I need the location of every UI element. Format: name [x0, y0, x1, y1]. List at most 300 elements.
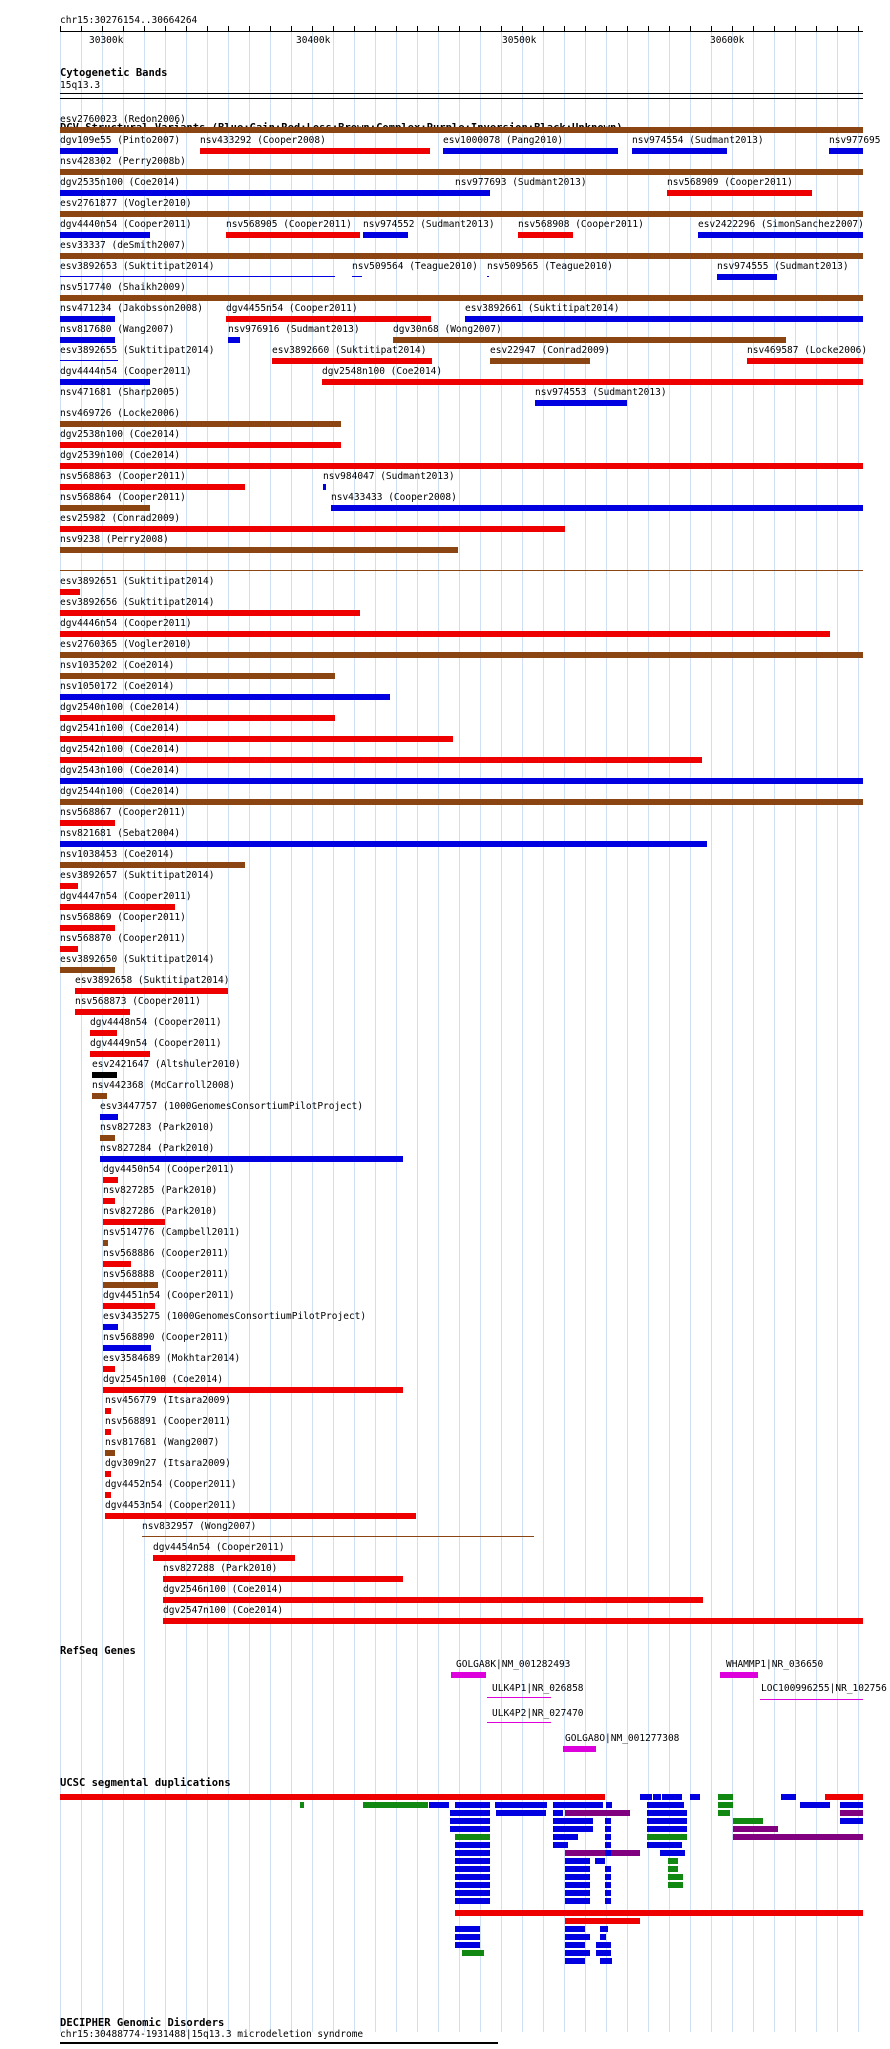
ruler-tick	[396, 26, 397, 31]
dgv-feature[interactable]	[103, 1345, 151, 1351]
dgv-item-label: nsv514776 (Campbell2011)	[103, 1227, 241, 1238]
segdup-feature[interactable]	[605, 1850, 611, 1856]
segdup-feature[interactable]	[596, 1950, 611, 1956]
dgv-feature[interactable]	[228, 337, 240, 343]
gene-feature[interactable]	[563, 1746, 596, 1752]
dgv-feature[interactable]	[272, 358, 432, 364]
gene-feature[interactable]	[487, 1722, 551, 1723]
dgv-feature[interactable]	[103, 1282, 158, 1288]
dgv-item-label: dgv4455n54 (Cooper2011)	[226, 303, 358, 314]
dgv-item-label: nsv471234 (Jakobsson2008)	[60, 303, 203, 314]
dgv-feature[interactable]	[60, 946, 78, 952]
gene-feature[interactable]	[720, 1672, 758, 1678]
segdup-feature[interactable]	[60, 1794, 605, 1800]
segdup-feature[interactable]	[429, 1802, 449, 1808]
dgv-item-label: nsv433292 (Cooper2008)	[200, 135, 326, 146]
ruler-tick	[60, 26, 61, 31]
ruler-tick	[837, 26, 838, 31]
dgv-feature[interactable]	[490, 358, 590, 364]
segdup-feature[interactable]	[450, 1818, 490, 1824]
dgv-item-label: nsv977693 (Sudmant2013)	[455, 177, 587, 188]
segdup-feature[interactable]	[668, 1882, 683, 1888]
segdup-feature[interactable]	[840, 1818, 863, 1824]
dgv-item-label: nsv974554 (Sudmant2013)	[632, 135, 764, 146]
segdup-feature[interactable]	[455, 1858, 490, 1864]
dgv-feature[interactable]	[60, 337, 115, 343]
segdup-feature[interactable]	[605, 1834, 611, 1840]
dgv-feature[interactable]	[60, 148, 118, 154]
segdup-feature[interactable]	[450, 1826, 490, 1832]
dgv-feature[interactable]	[60, 316, 115, 322]
dgv-feature[interactable]	[142, 1536, 534, 1537]
dgv-item-label: nsv9238 (Perry2008)	[60, 534, 169, 545]
dgv-feature[interactable]	[60, 211, 863, 217]
segdup-feature[interactable]	[455, 1942, 480, 1948]
segdup-feature[interactable]	[647, 1818, 687, 1824]
grid-line	[732, 32, 733, 2032]
dgv-feature[interactable]	[103, 1240, 108, 1246]
dgv-feature[interactable]	[105, 1408, 111, 1414]
segdup-feature[interactable]	[718, 1794, 733, 1800]
ruler-tick	[690, 26, 691, 31]
dgv-item-label: dgv109e55 (Pinto2007)	[60, 135, 181, 146]
segdup-feature[interactable]	[647, 1802, 684, 1808]
dgv-feature[interactable]	[103, 1219, 165, 1225]
dgv-item-label: dgv2535n100 (Coe2014)	[60, 177, 181, 188]
grid-line	[711, 32, 712, 2032]
segdup-feature[interactable]	[733, 1826, 778, 1832]
segdup-feature[interactable]	[840, 1810, 863, 1816]
segdup-feature[interactable]	[653, 1794, 661, 1800]
dgv-feature[interactable]	[60, 631, 830, 637]
dgv-feature[interactable]	[153, 1555, 295, 1561]
ruler-tick-label: 30500k	[502, 35, 537, 46]
ruler-tick	[501, 26, 502, 31]
dgv-feature[interactable]	[103, 1387, 403, 1393]
dgv-feature[interactable]	[60, 757, 702, 763]
segdup-feature[interactable]	[455, 1850, 490, 1856]
decipher-track-title: DECIPHER Genomic Disorders	[60, 2017, 225, 2029]
dgv-item-label: nsv433433 (Cooper2008)	[331, 492, 457, 503]
segdup-feature[interactable]	[690, 1794, 700, 1800]
dgv-feature[interactable]	[60, 589, 80, 595]
segdup-feature[interactable]	[605, 1818, 611, 1824]
dgv-feature[interactable]	[698, 232, 863, 238]
segdup-feature[interactable]	[800, 1802, 830, 1808]
dgv-item-label: esv3892655 (Suktitipat2014)	[60, 345, 215, 356]
segdup-feature[interactable]	[600, 1934, 606, 1940]
dgv-feature[interactable]	[60, 442, 341, 448]
dgv-item-label: nsv974555 (Sudmant2013)	[717, 261, 849, 272]
segdup-feature[interactable]	[596, 1942, 611, 1948]
dgv-item-label: nsv568869 (Cooper2011)	[60, 912, 186, 923]
dgv-feature[interactable]	[90, 1030, 117, 1036]
segdup-feature[interactable]	[606, 1802, 612, 1808]
segdup-feature[interactable]	[455, 1910, 863, 1916]
segdup-feature[interactable]	[300, 1802, 304, 1808]
dgv-feature[interactable]	[163, 1618, 863, 1624]
ruler-tick	[270, 26, 271, 31]
segdup-feature[interactable]	[647, 1842, 682, 1848]
dgv-feature[interactable]	[103, 1366, 115, 1372]
dgv-feature[interactable]	[829, 148, 863, 154]
dgv-item-label: dgv2542n100 (Coe2014)	[60, 744, 181, 755]
dgv-item-label: nsv568890 (Cooper2011)	[103, 1332, 229, 1343]
ruler-tick	[627, 26, 628, 31]
dgv-feature[interactable]	[60, 673, 335, 679]
segdup-feature[interactable]	[605, 1826, 611, 1832]
dgv-item-label: nsv827286 (Park2010)	[103, 1206, 218, 1217]
dgv-item-label: dgv4440n54 (Cooper2011)	[60, 219, 192, 230]
dgv-item-label: nsv568891 (Cooper2011)	[105, 1416, 231, 1427]
dgv-feature[interactable]	[60, 505, 150, 511]
ruler-tick	[585, 26, 586, 31]
dgv-feature[interactable]	[226, 232, 360, 238]
segdup-feature[interactable]	[363, 1802, 428, 1808]
segdup-feature[interactable]	[781, 1794, 796, 1800]
dgv-feature[interactable]	[103, 1198, 115, 1204]
dgv-item-label: nsv568908 (Cooper2011)	[518, 219, 644, 230]
grid-line	[186, 32, 187, 2032]
dgv-feature[interactable]	[632, 148, 727, 154]
dgv-feature[interactable]	[60, 360, 118, 361]
dgv-feature[interactable]	[465, 316, 863, 322]
segdup-feature[interactable]	[553, 1810, 563, 1816]
segdup-feature[interactable]	[605, 1842, 611, 1848]
dgv-feature[interactable]	[200, 148, 430, 154]
dgv-item-label: nsv974552 (Sudmant2013)	[363, 219, 495, 230]
dgv-item-label: dgv2544n100 (Coe2014)	[60, 786, 181, 797]
ruler-tick	[564, 26, 565, 31]
dgv-item-label: esv3584689 (Mokhtar2014)	[103, 1353, 241, 1364]
dgv-item-label: esv2421647 (Altshuler2010)	[92, 1059, 241, 1070]
dgv-item-label: dgv2539n100 (Coe2014)	[60, 450, 181, 461]
segdup-feature[interactable]	[455, 1890, 490, 1896]
segdup-feature[interactable]	[455, 1842, 490, 1848]
dgv-item-label: nsv827284 (Park2010)	[100, 1143, 215, 1154]
dgv-feature[interactable]	[226, 316, 431, 322]
ruler-tick	[753, 26, 754, 31]
dgv-feature[interactable]	[90, 1051, 150, 1057]
gene-feature[interactable]	[451, 1672, 486, 1678]
dgv-item-label: nsv568870 (Cooper2011)	[60, 933, 186, 944]
dgv-item-label: nsv568905 (Cooper2011)	[226, 219, 352, 230]
segdup-feature[interactable]	[455, 1874, 490, 1880]
segdup-feature[interactable]	[605, 1882, 611, 1888]
dgv-item-label: dgv2545n100 (Coe2014)	[103, 1374, 224, 1385]
dgv-feature[interactable]	[163, 1576, 403, 1582]
gene-feature[interactable]	[760, 1699, 863, 1700]
dgv-item-label: nsv817680 (Wang2007)	[60, 324, 175, 335]
ruler-tick-label: 30300k	[89, 35, 124, 46]
segdup-feature[interactable]	[553, 1842, 568, 1848]
dgv-feature[interactable]	[60, 778, 863, 784]
segdup-feature[interactable]	[496, 1810, 546, 1816]
dgv-feature[interactable]	[455, 190, 485, 196]
dgv-item-label: nsv827285 (Park2010)	[103, 1185, 218, 1196]
segdup-feature[interactable]	[662, 1794, 682, 1800]
dgv-item-label: nsv976916 (Sudmant2013)	[228, 324, 360, 335]
dgv-item-label: dgv4449n54 (Cooper2011)	[90, 1038, 222, 1049]
segdup-feature[interactable]	[455, 1834, 490, 1840]
dgv-feature[interactable]	[103, 1177, 118, 1183]
grid-line	[375, 32, 376, 2032]
dgv-feature[interactable]	[100, 1114, 118, 1120]
segdup-feature[interactable]	[455, 1934, 480, 1940]
dgv-feature[interactable]	[60, 190, 490, 196]
grid-line	[627, 32, 628, 2032]
segdup-feature[interactable]	[565, 1958, 585, 1964]
segdup-feature[interactable]	[553, 1826, 593, 1832]
dgv-feature[interactable]	[103, 1303, 155, 1309]
segdup-feature[interactable]	[600, 1958, 612, 1964]
segdup-feature[interactable]	[605, 1898, 611, 1904]
dgv-feature[interactable]	[60, 484, 245, 490]
dgv-item-label: esv3435275 (1000GenomesConsortiumPilotProject)	[103, 1311, 367, 1322]
dgv-feature[interactable]	[75, 988, 228, 994]
dgv-item-label: dgv2547n100 (Coe2014)	[163, 1605, 284, 1616]
dgv-feature[interactable]	[363, 232, 408, 238]
dgv-feature[interactable]	[60, 232, 150, 238]
segdup-feature[interactable]	[825, 1794, 863, 1800]
segdup-feature[interactable]	[718, 1810, 730, 1816]
ruler-tick	[795, 26, 796, 31]
dgv-feature[interactable]	[60, 820, 115, 826]
segdup-feature[interactable]	[595, 1858, 605, 1864]
segdup-feature[interactable]	[647, 1826, 687, 1832]
ruler-tick	[774, 26, 775, 31]
ruler-tick	[291, 26, 292, 31]
ruler-tick	[81, 26, 82, 31]
dgv-item-label: nsv1050172 (Coe2014)	[60, 681, 175, 692]
segdup-feature[interactable]	[647, 1834, 687, 1840]
segdup-feature[interactable]	[455, 1926, 480, 1932]
dgv-feature[interactable]	[100, 1135, 115, 1141]
dgv-item-label: nsv1035202 (Coe2014)	[60, 660, 175, 671]
ruler-tick	[711, 26, 712, 31]
dgv-feature[interactable]	[393, 337, 786, 343]
ruler-tick	[648, 26, 649, 31]
refseq-track-title: RefSeq Genes	[60, 1645, 136, 1657]
dgv-feature[interactable]	[60, 169, 863, 175]
segdup-feature[interactable]	[605, 1890, 611, 1896]
segdup-feature[interactable]	[647, 1810, 687, 1816]
dgv-feature[interactable]	[60, 967, 115, 973]
dgv-item-label: dgv4451n54 (Cooper2011)	[103, 1290, 235, 1301]
dgv-feature[interactable]	[60, 841, 707, 847]
ruler-tick	[858, 26, 859, 31]
ruler-tick	[312, 26, 313, 31]
dgv-item-label: dgv4452n54 (Cooper2011)	[105, 1479, 237, 1490]
dgv-feature[interactable]	[60, 883, 78, 889]
segdup-feature[interactable]	[733, 1818, 763, 1824]
dgv-item-label: dgv2538n100 (Coe2014)	[60, 429, 181, 440]
segdup-feature[interactable]	[565, 1858, 590, 1864]
dgv-feature[interactable]	[60, 276, 335, 277]
dgv-item-label: nsv1038453 (Coe2014)	[60, 849, 175, 860]
segdup-feature[interactable]	[565, 1850, 640, 1856]
dgv-item-label: esv3447757 (1000GenomesConsortiumPilotProject)	[100, 1101, 364, 1112]
segdup-feature[interactable]	[565, 1874, 590, 1880]
dgv-feature[interactable]	[100, 1156, 403, 1162]
segdup-feature[interactable]	[660, 1850, 685, 1856]
ruler-axis	[60, 31, 863, 32]
dgv-feature[interactable]	[60, 715, 335, 721]
dgv-feature[interactable]	[747, 358, 863, 364]
dgv-feature[interactable]	[92, 1072, 117, 1078]
ruler-tick	[606, 26, 607, 31]
dgv-feature[interactable]	[60, 652, 863, 658]
dgv-item-label: dgv4454n54 (Cooper2011)	[153, 1542, 285, 1553]
segdup-feature[interactable]	[565, 1898, 590, 1904]
ruler-tick	[144, 26, 145, 31]
dgv-feature[interactable]	[103, 1324, 118, 1330]
grid-line	[522, 32, 523, 2032]
dgv-item-label: nsv568886 (Cooper2011)	[103, 1248, 229, 1259]
dgv-feature[interactable]	[105, 1429, 111, 1435]
dgv-feature[interactable]	[60, 904, 175, 910]
dgv-feature[interactable]	[103, 1261, 131, 1267]
dgv-feature[interactable]	[535, 400, 627, 406]
gene-label: LOC100996255|NR_102756	[761, 1683, 887, 1694]
segdup-feature[interactable]	[565, 1950, 590, 1956]
ruler-tick	[669, 26, 670, 31]
dgv-item-label: nsv568864 (Cooper2011)	[60, 492, 186, 503]
dgv-feature[interactable]	[92, 1093, 107, 1099]
grid-line	[690, 32, 691, 2032]
dgv-item-label: dgv4450n54 (Cooper2011)	[103, 1164, 235, 1175]
segdup-feature[interactable]	[455, 1802, 490, 1808]
grid-line	[774, 32, 775, 2032]
segdup-feature[interactable]	[565, 1882, 590, 1888]
dgv-feature[interactable]	[60, 862, 245, 868]
segdup-feature[interactable]	[455, 1898, 490, 1904]
segdup-feature[interactable]	[495, 1802, 547, 1808]
cytoband-label: 15q13.3	[60, 80, 101, 91]
segdup-feature[interactable]	[668, 1858, 678, 1864]
ruler-tick	[186, 26, 187, 31]
dgv-feature[interactable]	[60, 295, 863, 301]
dgv-feature[interactable]	[60, 127, 863, 133]
dgv-feature[interactable]	[667, 190, 812, 196]
segdup-feature[interactable]	[565, 1810, 630, 1816]
segdup-feature[interactable]	[553, 1834, 578, 1840]
gene-feature[interactable]	[487, 1697, 551, 1698]
segdup-feature[interactable]	[565, 1890, 590, 1896]
dgv-feature[interactable]	[75, 1009, 130, 1015]
dgv-feature[interactable]	[487, 276, 489, 277]
dgv-feature[interactable]	[60, 736, 453, 742]
dgv-feature[interactable]	[105, 1492, 111, 1498]
dgv-item-label: nsv568909 (Cooper2011)	[667, 177, 793, 188]
dgv-feature[interactable]	[322, 379, 863, 385]
dgv-item-label: dgv309n27 (Itsara2009)	[105, 1458, 231, 1469]
gene-label: GOLGA8O|NM_001277308	[565, 1733, 680, 1744]
segdup-feature[interactable]	[455, 1882, 490, 1888]
dgv-item-label: nsv568867 (Cooper2011)	[60, 807, 186, 818]
segdup-feature[interactable]	[840, 1802, 863, 1808]
dgv-feature[interactable]	[60, 379, 150, 385]
dgv-item-label: esv25982 (Conrad2009)	[60, 513, 181, 524]
grid-line	[795, 32, 796, 2032]
dgv-feature[interactable]	[105, 1450, 115, 1456]
dgv-item-label: nsv509565 (Teague2010)	[487, 261, 613, 272]
segdup-feature[interactable]	[668, 1874, 683, 1880]
dgv-item-label: nsv568888 (Cooper2011)	[103, 1269, 229, 1280]
dgv-separator	[60, 570, 863, 571]
segdup-feature[interactable]	[565, 1934, 590, 1940]
dgv-item-label: nsv977695	[829, 135, 881, 146]
gene-label: ULK4P1|NR_026858	[492, 1683, 584, 1694]
dgv-item-label: esv3892661 (Suktitipat2014)	[465, 303, 620, 314]
segdup-feature[interactable]	[640, 1794, 652, 1800]
segdup-feature[interactable]	[733, 1834, 863, 1840]
segdup-feature[interactable]	[565, 1942, 585, 1948]
segdup-feature[interactable]	[462, 1950, 484, 1956]
decipher-feature[interactable]	[60, 2042, 498, 2044]
dgv-feature[interactable]	[518, 232, 573, 238]
segdup-feature[interactable]	[605, 1866, 611, 1872]
segdup-feature[interactable]	[605, 1874, 611, 1880]
dgv-feature[interactable]	[60, 253, 863, 259]
dgv-feature[interactable]	[443, 148, 618, 154]
dgv-feature[interactable]	[60, 463, 863, 469]
dgv-feature[interactable]	[60, 610, 360, 616]
dgv-feature[interactable]	[717, 274, 777, 280]
segdup-feature[interactable]	[600, 1926, 608, 1932]
dgv-item-label: dgv4447n54 (Cooper2011)	[60, 891, 192, 902]
dgv-feature[interactable]	[331, 505, 863, 511]
segdup-feature[interactable]	[565, 1918, 640, 1924]
dgv-item-label: esv3892660 (Suktitipat2014)	[272, 345, 427, 356]
segdup-feature[interactable]	[450, 1810, 490, 1816]
dgv-feature[interactable]	[60, 925, 115, 931]
segdup-feature[interactable]	[565, 1866, 590, 1872]
segdup-feature[interactable]	[718, 1802, 733, 1808]
dgv-feature[interactable]	[60, 547, 458, 553]
ruler-tick	[816, 26, 817, 31]
grid-line	[564, 32, 565, 2032]
dgv-feature[interactable]	[60, 421, 341, 427]
cytoband-line-top	[60, 93, 863, 94]
dgv-item-label: esv3892657 (Suktitipat2014)	[60, 870, 215, 881]
dgv-item-label: esv3892651 (Suktitipat2014)	[60, 576, 215, 587]
gene-label: GOLGA8K|NM_001282493	[456, 1659, 571, 1670]
dgv-feature[interactable]	[323, 484, 326, 490]
ruler-tick	[165, 26, 166, 31]
ruler-tick-label: 30400k	[296, 35, 331, 46]
dgv-feature[interactable]	[352, 276, 362, 277]
segdup-feature[interactable]	[455, 1866, 490, 1872]
dgv-item-label: nsv428302 (Perry2008b)	[60, 156, 186, 167]
segdup-feature[interactable]	[565, 1926, 585, 1932]
segdup-feature[interactable]	[553, 1802, 603, 1808]
dgv-feature[interactable]	[163, 1597, 703, 1603]
segdup-feature[interactable]	[668, 1866, 678, 1872]
cytoband-line-bottom	[60, 98, 863, 99]
dgv-item-label: dgv2546n100 (Coe2014)	[163, 1584, 284, 1595]
dgv-feature[interactable]	[105, 1471, 111, 1477]
dgv-feature[interactable]	[60, 799, 863, 805]
dgv-feature[interactable]	[60, 694, 390, 700]
ruler-tick	[102, 26, 103, 31]
dgv-feature[interactable]	[60, 526, 565, 532]
dgv-item-label: esv2761877 (Vogler2010)	[60, 198, 192, 209]
segdup-feature[interactable]	[553, 1818, 593, 1824]
gene-label: WHAMMP1|NR_036650	[726, 1659, 824, 1670]
dgv-item-label: nsv568863 (Cooper2011)	[60, 471, 186, 482]
dgv-feature[interactable]	[105, 1513, 416, 1519]
